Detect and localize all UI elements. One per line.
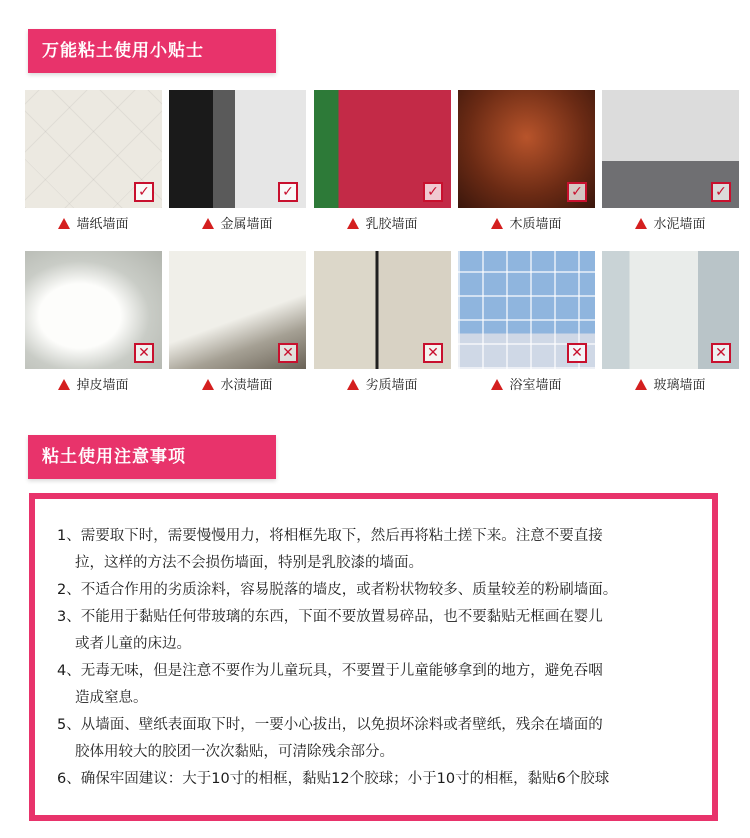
section-title-notes: 粘土使用注意事项 — [28, 435, 276, 479]
check-icon: ✓ — [134, 182, 154, 202]
glass-wall-photo — [602, 251, 739, 369]
tile-glass-wall — [602, 251, 739, 395]
warning-triangle-icon — [491, 218, 503, 229]
cross-icon: ✕ — [134, 343, 154, 363]
metal-wall-photo — [169, 90, 306, 208]
tile-label: 水泥墙面 — [653, 217, 706, 232]
note-line: 2、不适合作用的劣质涂料，容易脱落的墙皮，或者粉状物较多、质量较差的粉刷墙面。 — [57, 582, 618, 598]
note-line: 造成窒息。 — [75, 690, 148, 706]
tile-bathroom-wall — [458, 251, 595, 395]
poor-quality-wall-photo — [314, 251, 451, 369]
check-icon: ✓ — [278, 182, 298, 202]
warning-triangle-icon — [635, 379, 647, 390]
tile-cement-wall — [602, 90, 739, 234]
water-stain-wall-photo — [169, 251, 306, 369]
usage-notes-box — [29, 493, 718, 821]
tile-poor-quality-wall — [314, 251, 451, 395]
tile-metal-wall — [169, 90, 306, 234]
warning-triangle-icon — [347, 379, 359, 390]
tile-label: 玻璃墙面 — [653, 378, 706, 393]
cement-wall-photo — [602, 90, 739, 208]
cross-icon: ✕ — [567, 343, 587, 363]
check-icon: ✓ — [711, 182, 731, 202]
check-icon: ✓ — [567, 182, 587, 202]
cross-icon: ✕ — [711, 343, 731, 363]
latex-wall-photo — [314, 90, 451, 208]
note-line: 拉，这样的方法不会损伤墙面，特别是乳胶漆的墙面。 — [75, 555, 423, 571]
tile-peeling-wall — [25, 251, 162, 395]
bathroom-wall-photo — [458, 251, 595, 369]
tile-label: 浴室墙面 — [509, 378, 562, 393]
cross-icon: ✕ — [278, 343, 298, 363]
wallpaper-wall-photo — [25, 90, 162, 208]
check-icon: ✓ — [423, 182, 443, 202]
warning-triangle-icon — [635, 218, 647, 229]
warning-triangle-icon — [202, 218, 214, 229]
warning-triangle-icon — [347, 218, 359, 229]
note-line: 或者儿童的床边。 — [75, 636, 191, 652]
tile-label: 金属墙面 — [220, 217, 273, 232]
tile-label: 掉皮墙面 — [76, 378, 129, 393]
note-line: 5、从墙面、壁纸表面取下时，一要小心拔出，以免损坏涂料或者壁纸，残余在墙面的 — [57, 717, 603, 733]
warning-triangle-icon — [58, 379, 70, 390]
note-line: 胶体用较大的胶团一次次黏贴，可清除残余部分。 — [75, 744, 394, 760]
warning-triangle-icon — [58, 218, 70, 229]
note-line: 6、确保牢固建议：大于10寸的相框，黏贴12个胶球；小于10寸的相框，黏贴6个胶球 — [57, 771, 610, 787]
tile-label: 劣质墙面 — [365, 378, 418, 393]
cross-icon: ✕ — [423, 343, 443, 363]
tile-label: 水渍墙面 — [220, 378, 273, 393]
section-title-tips: 万能粘土使用小贴士 — [28, 29, 276, 73]
note-line: 3、不能用于黏贴任何带玻璃的东西，下面不要放置易碎品，也不要黏贴无框画在婴儿 — [57, 609, 603, 625]
tile-water-stain-wall — [169, 251, 306, 395]
tile-wood-wall — [458, 90, 595, 234]
wood-wall-photo — [458, 90, 595, 208]
note-line: 4、无毒无味，但是注意不要作为儿童玩具，不要置于儿童能够拿到的地方，避免吞咽 — [57, 663, 603, 679]
tile-latex-wall — [314, 90, 451, 234]
note-line: 1、需要取下时，需要慢慢用力，将相框先取下，然后再将粘土搓下来。注意不要直接 — [57, 528, 603, 544]
warning-triangle-icon — [202, 379, 214, 390]
tile-label: 乳胶墙面 — [365, 217, 418, 232]
peeling-wall-photo — [25, 251, 162, 369]
tile-wallpaper-wall — [25, 90, 162, 234]
warning-triangle-icon — [491, 379, 503, 390]
tile-label: 木质墙面 — [509, 217, 562, 232]
tile-label: 墙纸墙面 — [76, 217, 129, 232]
